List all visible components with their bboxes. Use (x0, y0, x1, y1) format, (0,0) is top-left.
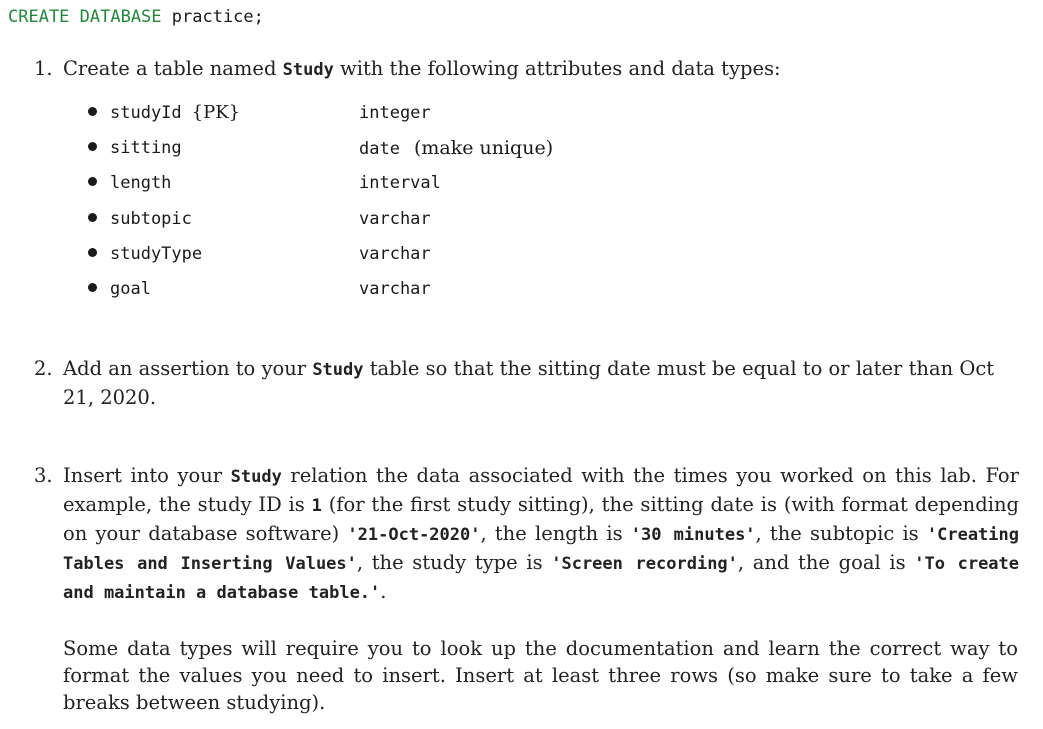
question-text: table so that the sitting date must be equal to or later than Oct 21, 2020. (63, 357, 995, 409)
attribute-type: varchar (359, 243, 431, 264)
sql-keyword: CREATE DATABASE (8, 7, 162, 27)
sql-database-name: practice; (161, 7, 264, 27)
question-text: Add an assertion to your (63, 357, 313, 380)
question-text: Insert into your (63, 464, 231, 487)
question-3 (34, 462, 1019, 607)
example-subtopic: 'Creating Tables and Inserting Values' (63, 525, 1019, 574)
table-name: Study (312, 360, 364, 380)
question-text: with the following attributes and data types: (333, 57, 781, 80)
attribute-type: varchar (359, 278, 431, 299)
attribute-name: goal (110, 278, 151, 299)
question-text: Create a table named (63, 57, 283, 80)
attribute-name: studyId {PK} (110, 102, 241, 123)
question-text: , the subtopic is (755, 522, 927, 545)
question-text: , the length is (480, 522, 631, 545)
attribute-type: interval (359, 173, 441, 194)
instructions-note: Some data types will require you to look up the documentation and learn the correct way to format the values you need to insert. Insert at least three rows (so make sure to take a few breaks between studying). (63, 637, 1018, 714)
bullet-icon (88, 248, 97, 257)
table-name: Study (282, 60, 334, 80)
bullet-icon (88, 107, 97, 116)
attribute-type: date (make unique) (359, 137, 554, 160)
question-2 (34, 355, 1019, 411)
attribute-name: length (110, 173, 172, 194)
question-text: (for the first study sitting), the sitting date is (with format depending on your database software) (63, 493, 1019, 545)
example-date: '21-Oct-2020' (347, 525, 481, 545)
example-length: '30 minutes' (630, 525, 756, 545)
attribute-note: (make unique) (413, 137, 554, 160)
attribute-type: integer (359, 103, 431, 123)
attribute-name: sitting (110, 138, 182, 159)
bullet-icon (88, 177, 97, 186)
question-1 (34, 55, 994, 84)
question-text: , the study type is (356, 551, 552, 574)
table-name: Study (230, 467, 282, 487)
example-study-type: 'Screen recording' (551, 554, 738, 574)
attribute-type: varchar (359, 208, 431, 229)
primary-key-label: {PK} (191, 102, 241, 123)
question-number: 3. (34, 464, 53, 487)
create-database-statement (8, 6, 264, 28)
attribute-name: subtopic (110, 208, 192, 229)
question-number: 1. (34, 57, 53, 80)
question-number: 2. (34, 357, 53, 380)
question-text: . (380, 580, 387, 603)
example-goal: 'To create and maintain a database table.' (63, 554, 1020, 603)
bullet-icon (88, 283, 97, 292)
bullet-icon (88, 142, 97, 151)
bullet-icon (88, 213, 97, 222)
example-id: 1 (311, 496, 322, 516)
attribute-name: studyType (110, 243, 203, 264)
question-text: relation the data associated with the times you worked on this lab. For example, the study ID is (63, 464, 1019, 516)
question-text: , and the goal is (737, 551, 915, 574)
